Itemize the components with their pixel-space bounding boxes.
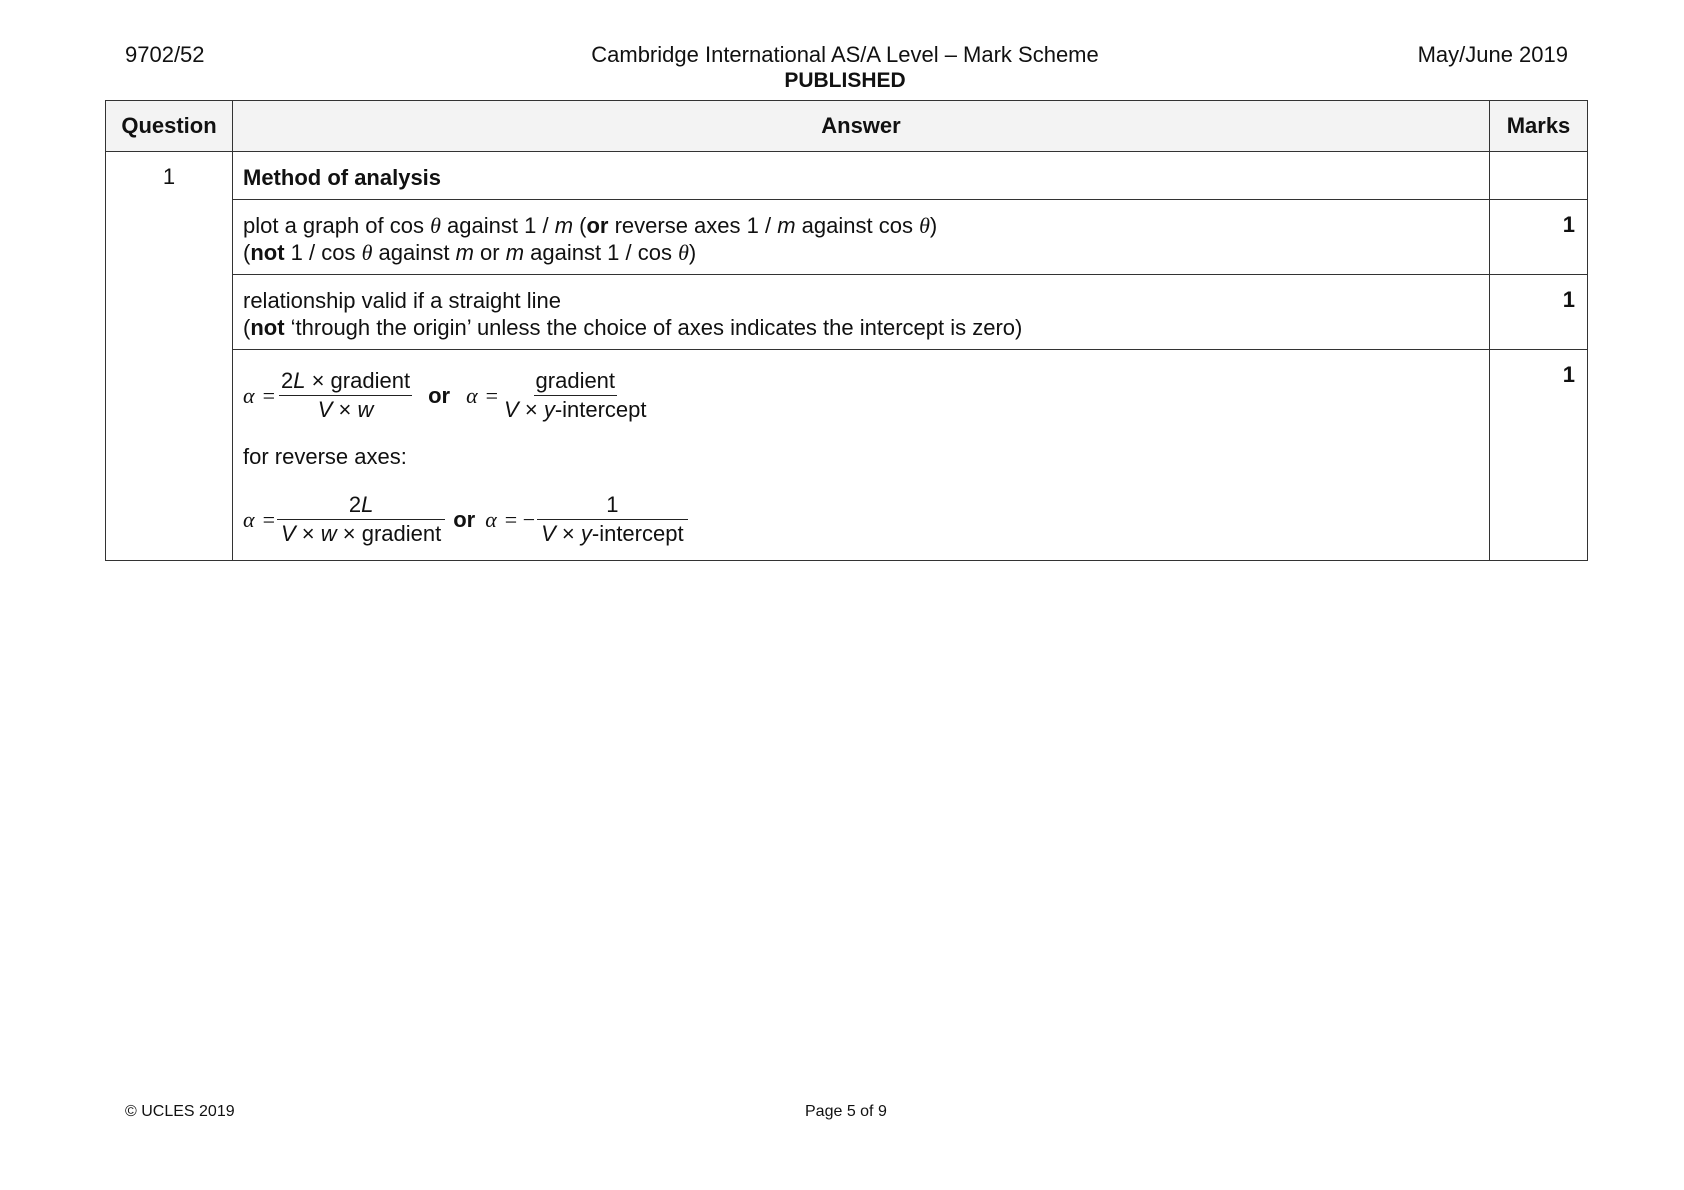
header-question: Question xyxy=(106,101,233,152)
equation-line-1: α = $\frac{\text{2L × gradient}}{V \times w}$ or α = $\frac{\text{gradient}}{\text{V × y-intercept}}$ xyxy=(243,367,647,422)
equation-line-2: α = $\frac{2L}{\text{V × w × gradient}}$ or α = − $\frac{1}{\text{V × y-intercept}}$ xyxy=(243,486,1479,552)
exam-session: May/June 2019 xyxy=(1417,42,1568,67)
fraction-2L-over-Vw-gradient: $\frac{2L}{\text{V × w × gradient}}$ xyxy=(279,493,443,546)
section-title: Method of analysis xyxy=(233,152,1490,200)
answer-straight-line xyxy=(233,275,1490,350)
header-marks: Marks xyxy=(1490,101,1588,152)
fraction-gradient-over-V-intercept: $\frac{\text{gradient}}{\text{V × y-intercept}}$ xyxy=(504,367,647,422)
table-row xyxy=(106,350,1588,561)
title-text: Cambridge International AS/A Level – Mark Scheme xyxy=(591,42,1099,67)
paper-code: 9702/52 xyxy=(125,42,205,67)
answer-line: (not 1 / cos θ against m or m against 1 / cos θ) xyxy=(243,240,697,265)
page-number: Page 5 of 9 xyxy=(805,1103,887,1120)
mark-value: 1 xyxy=(1490,275,1588,350)
header-answer: Answer xyxy=(233,101,1490,152)
published-label: PUBLISHED xyxy=(784,69,906,92)
reverse-axes-label: for reverse axes: xyxy=(243,444,407,469)
answer-alpha-formulas xyxy=(233,350,1490,561)
mark-value: 1 xyxy=(1490,350,1588,561)
fraction-2L-gradient-over-Vw: $\frac{\text{2L × gradient}}{V \times w}$ xyxy=(280,367,411,422)
fraction-1-over-V-intercept: $\frac{1}{\text{V × y-intercept}}$ xyxy=(539,493,685,546)
question-number: 1 xyxy=(106,152,233,561)
answer-plot-graph xyxy=(233,200,1490,275)
mark-scheme-table xyxy=(105,100,1588,561)
table-row xyxy=(106,152,1588,200)
marks-cell-empty xyxy=(1490,152,1588,200)
table-row xyxy=(106,200,1588,275)
answer-line: relationship valid if a straight line xyxy=(243,288,561,313)
table-row xyxy=(106,275,1588,350)
table-header-row xyxy=(106,101,1588,152)
answer-line: (not ‘through the origin’ unless the choice of axes indicates the intercept is zero) xyxy=(243,315,1023,340)
copyright-notice: © UCLES 2019 xyxy=(125,1103,235,1120)
mark-value: 1 xyxy=(1490,200,1588,275)
answer-line: plot a graph of cos θ against 1 / m (or reverse axes 1 / m against cos θ) xyxy=(243,213,938,238)
